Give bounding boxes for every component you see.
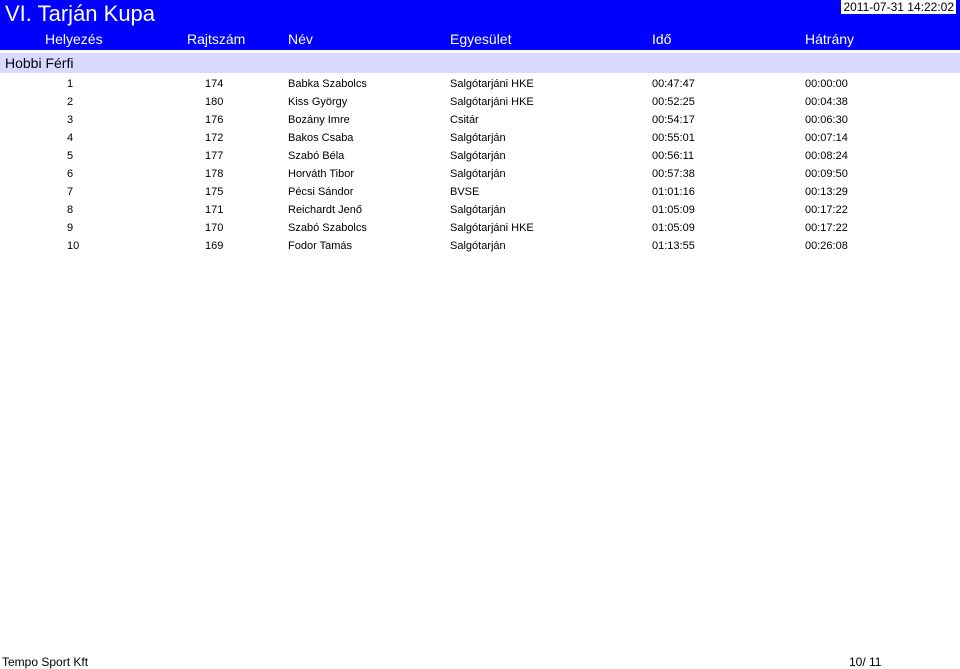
- column-header-bib: Rajtszám: [187, 31, 246, 47]
- cell-time: 01:01:16: [652, 186, 695, 198]
- cell-bib: 170: [205, 222, 224, 234]
- cell-time: 00:56:11: [652, 150, 695, 162]
- cell-gap: 00:17:22: [805, 204, 848, 216]
- cell-place: 9: [67, 222, 74, 234]
- cell-club: Salgótarján: [450, 150, 506, 162]
- page-title: VI. Tarján Kupa: [5, 1, 156, 26]
- cell-bib: 178: [205, 168, 224, 180]
- cell-time: 01:05:09: [652, 204, 695, 216]
- cell-bib: 174: [205, 78, 224, 90]
- cell-time: 00:57:38: [652, 168, 695, 180]
- table-row: [0, 111, 960, 129]
- table-row: [0, 165, 960, 183]
- cell-place: 2: [67, 96, 74, 108]
- column-header-time: Idő: [652, 31, 672, 47]
- cell-gap: 00:08:24: [805, 150, 848, 162]
- table-row: [0, 201, 960, 219]
- cell-club: Salgótarján: [450, 240, 506, 252]
- cell-club: Salgótarján: [450, 204, 506, 216]
- cell-name: Babka Szabolcs: [288, 78, 367, 90]
- cell-place: 7: [67, 186, 74, 198]
- cell-bib: 176: [205, 114, 224, 126]
- table-row: [0, 75, 960, 93]
- cell-name: Reichardt Jenő: [288, 204, 362, 216]
- cell-bib: 172: [205, 132, 224, 144]
- cell-time: 00:54:17: [652, 114, 695, 126]
- cell-gap: 00:17:22: [805, 222, 848, 234]
- cell-place: 10: [67, 240, 80, 252]
- cell-gap: 00:00:00: [805, 78, 848, 90]
- cell-bib: 171: [205, 204, 224, 216]
- cell-place: 8: [67, 204, 74, 216]
- cell-time: 00:52:25: [652, 96, 695, 108]
- cell-gap: 00:07:14: [805, 132, 848, 144]
- cell-time: 00:47:47: [652, 78, 695, 90]
- cell-gap: 00:04:38: [805, 96, 848, 108]
- cell-place: 6: [67, 168, 74, 180]
- cell-bib: 175: [205, 186, 224, 198]
- cell-place: 5: [67, 150, 74, 162]
- cell-club: BVSE: [450, 186, 480, 198]
- table-row: [0, 183, 960, 201]
- column-header-place: Helyezés: [45, 31, 103, 47]
- table-row: [0, 147, 960, 165]
- footer-page-number: 10/ 11: [849, 655, 882, 669]
- cell-club: Salgótarjáni HKE: [450, 96, 534, 108]
- cell-name: Szabó Szabolcs: [288, 222, 367, 234]
- cell-gap: 00:26:08: [805, 240, 848, 252]
- category-label: Hobbi Férfi: [5, 55, 74, 71]
- cell-club: Salgótarján: [450, 168, 506, 180]
- cell-place: 4: [67, 132, 74, 144]
- table-row: [0, 237, 960, 255]
- cell-bib: 169: [205, 240, 224, 252]
- cell-name: Bozány Imre: [288, 114, 350, 126]
- cell-name: Szabó Béla: [288, 150, 345, 162]
- cell-time: 00:55:01: [652, 132, 695, 144]
- table-row: [0, 129, 960, 147]
- column-header-name: Név: [288, 31, 313, 47]
- cell-bib: 177: [205, 150, 224, 162]
- cell-gap: 00:13:29: [805, 186, 848, 198]
- column-header-gap: Hátrány: [805, 31, 855, 47]
- cell-gap: 00:06:30: [805, 114, 848, 126]
- table-row: [0, 93, 960, 111]
- cell-club: Salgótarjáni HKE: [450, 222, 534, 234]
- cell-name: Horváth Tibor: [288, 168, 355, 180]
- cell-place: 1: [67, 78, 74, 90]
- cell-name: Fodor Tamás: [288, 240, 352, 252]
- cell-bib: 180: [205, 96, 224, 108]
- cell-name: Pécsi Sándor: [288, 186, 354, 198]
- cell-club: Salgótarjáni HKE: [450, 78, 534, 90]
- cell-time: 01:13:55: [652, 240, 695, 252]
- cell-name: Bakos Csaba: [288, 132, 354, 144]
- timestamp: 2011-07-31 14:22:02: [843, 0, 954, 14]
- table-row: [0, 219, 960, 237]
- cell-gap: 00:09:50: [805, 168, 848, 180]
- cell-club: Salgótarján: [450, 132, 506, 144]
- footer-company: Tempo Sport Kft: [2, 655, 89, 669]
- category-bar: [0, 53, 960, 73]
- column-header-club: Egyesület: [450, 31, 512, 47]
- cell-time: 01:05:09: [652, 222, 695, 234]
- cell-place: 3: [67, 114, 74, 126]
- cell-name: Kiss György: [288, 96, 348, 108]
- cell-club: Csitár: [450, 114, 479, 126]
